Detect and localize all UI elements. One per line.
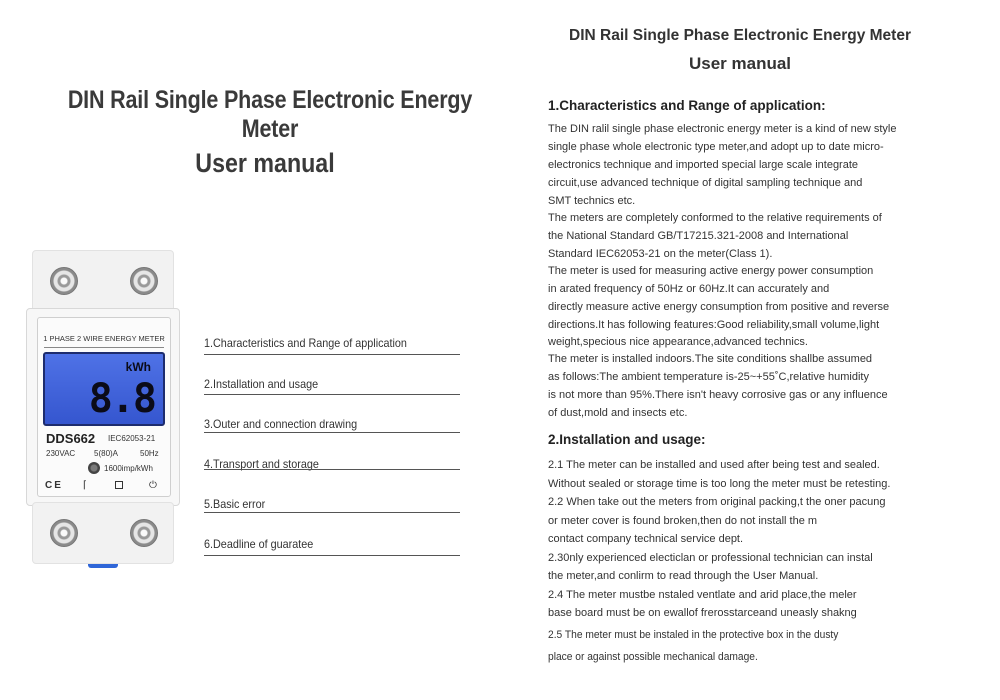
energy-meter-illustration: [26, 250, 178, 568]
meter-model: DDS662: [46, 431, 96, 446]
meter-bottom-terminal-block: [32, 502, 174, 564]
certification-icons: [44, 480, 164, 494]
paragraph-line: is not more than 95%.There isn't heavy corrosive gas or any influence: [548, 389, 888, 401]
ce-mark-icon: C E: [45, 480, 61, 491]
toc-underline: [204, 469, 460, 470]
paragraph-line: 2.2 When take out the meters from original packing,t the oner pacung: [548, 496, 886, 508]
toc-underline: [204, 512, 460, 513]
meter-body: [26, 308, 180, 506]
paragraph-line: Without sealed or storage time is too long the meter must be retesting.: [548, 478, 891, 490]
din-rail-clip: [88, 564, 118, 568]
paragraph-line: The meter is installed indoors.The site conditions shallbe assumed: [548, 353, 873, 365]
meter-voltage: 230VAC: [46, 449, 76, 458]
paragraph-line: 2.4 The meter mustbe nstaled ventlate and arid place,the meler: [548, 589, 857, 601]
toc-item: 1.Characteristics and Range of application: [204, 336, 407, 350]
cover-title: DIN Rail Single Phase Electronic Energy Meter: [67, 86, 473, 143]
ground-symbol-icon: ⌈: [83, 480, 87, 491]
toc-underline: [204, 354, 460, 355]
screw-icon: [130, 519, 158, 547]
power-symbol-icon: ⏻: [149, 480, 157, 491]
meter-impulse-constant: 1600imp/kWh: [104, 464, 153, 473]
page-subtitle: User manual: [688, 54, 792, 73]
toc-item: 4.Transport and storage: [204, 457, 319, 471]
toc-underline: [204, 555, 460, 556]
meter-front-panel: [37, 317, 171, 497]
meter-current: 5(80)A: [94, 449, 119, 458]
toc-underline: [204, 394, 460, 395]
cover-subtitle: User manual: [195, 148, 335, 178]
paragraph-line: The meters are completely conformed to the relative requirements of: [548, 212, 882, 224]
paragraph-line: the National Standard GB/T17215.321-2008 and International: [548, 230, 849, 242]
pulse-led-icon: [88, 462, 100, 474]
meter-top-terminal-block: [32, 250, 174, 312]
section-heading: 1.Characteristics and Range of application:: [548, 98, 826, 113]
double-insulation-icon: [110, 480, 128, 491]
meter-panel-title: 1 PHASE 2 WIRE ENERGY METER: [43, 334, 165, 343]
paragraph-line: weight,specious nice appearance,advanced technics.: [548, 336, 808, 348]
paragraph-line: directions.It has following features:Good reliability,small volume,light: [548, 319, 880, 331]
toc-item: 6.Deadline of guaratee: [204, 537, 314, 551]
toc-item: 5.Basic error: [204, 497, 266, 511]
lcd-unit: kWh: [125, 360, 151, 374]
paragraph-line: base board must be on ewallof frerosstarceand uneasly shakng: [548, 607, 857, 619]
toc-underline: [204, 432, 460, 433]
paragraph-line: SMT technics etc.: [548, 195, 636, 207]
paragraph-line: as follows:The ambient temperature is-25~+55˚C,relative humidity: [548, 371, 869, 383]
toc-item: 3.Outer and connection drawing: [204, 417, 358, 431]
paragraph-line: directly measure active energy consumption from positive and reverse: [548, 301, 890, 313]
lcd-digits: 8.8: [88, 376, 155, 422]
screw-icon: [50, 519, 78, 547]
toc-item: 2.Installation and usage: [204, 377, 319, 391]
paragraph-line: the meter,and conlirm to read through the User Manual.: [548, 570, 819, 582]
meter-frequency: 50Hz: [140, 449, 159, 458]
paragraph-line: circuit,use advanced technique of digital sampling technique and: [548, 177, 863, 189]
section-heading: 2.Installation and usage:: [548, 432, 706, 447]
divider: [44, 347, 164, 348]
paragraph-line: 2.5 The meter must be instaled in the protective box in the dusty: [548, 629, 839, 641]
paragraph-line: contact company technical service dept.: [548, 533, 744, 545]
screw-icon: [130, 267, 158, 295]
paragraph-line: or meter cover is found broken,then do not install the m: [548, 515, 818, 527]
paragraph-line: electronics technique and imported special large scale integrate: [548, 159, 859, 171]
page-title: DIN Rail Single Phase Electronic Energy Meter: [569, 27, 911, 44]
paragraph-line: in arated frequency of 50Hz or 60Hz.It can accurately and: [548, 283, 830, 295]
paragraph-line: single phase whole electronic type meter,and adopt up to date micro-: [548, 141, 884, 153]
paragraph-line: The DIN ralil single phase electronic energy meter is a kind of new style: [548, 123, 897, 135]
paragraph-line: The meter is used for measuring active energy power consumption: [548, 265, 874, 277]
screw-icon: [50, 267, 78, 295]
paragraph-line: Standard IEC62053-21 on the meter(Class 1).: [548, 248, 773, 260]
paragraph-line: of dust,mold and insects etc.: [548, 407, 688, 419]
paragraph-line: 2.30nly experienced electiclan or professional technician can instal: [548, 552, 873, 564]
meter-standard: IEC62053-21: [108, 434, 156, 443]
paragraph-line: place or against possible mechanical damage.: [548, 651, 758, 663]
paragraph-line: 2.1 The meter can be installed and used after being test and sealed.: [548, 459, 880, 471]
lcd-display: [43, 352, 165, 426]
